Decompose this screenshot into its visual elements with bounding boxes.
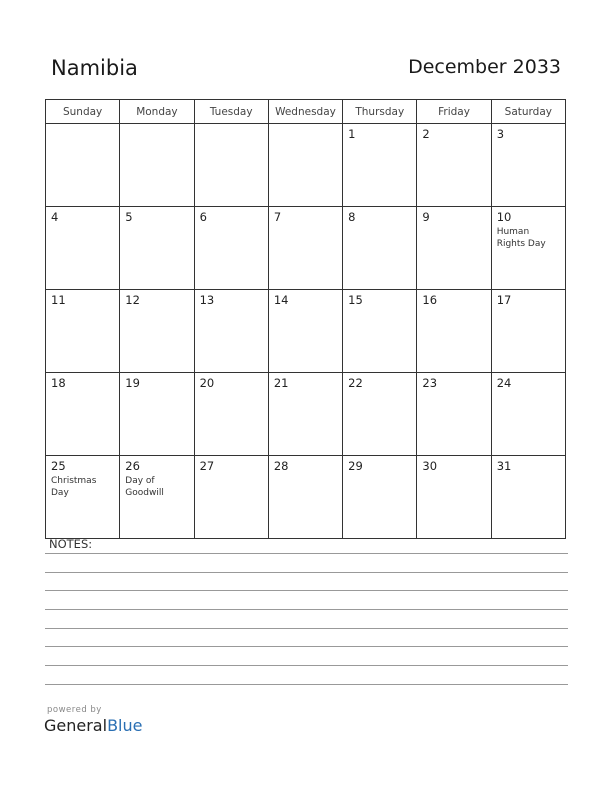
empty-day-cell [268, 124, 342, 207]
day-number: 16 [422, 293, 438, 307]
empty-day-cell [46, 124, 120, 207]
day-cell [417, 207, 491, 290]
day-cell [417, 290, 491, 373]
day-number: 14 [273, 293, 289, 307]
day-number: 13 [199, 293, 215, 307]
day-cell [343, 124, 417, 207]
day-cell [194, 207, 268, 290]
powered-by-text: powered by [47, 705, 102, 715]
day-cell [491, 207, 565, 290]
day-cell [268, 456, 342, 539]
day-number: 10 [496, 210, 512, 224]
weekday-tuesday: Tuesday [194, 100, 268, 124]
day-number: 19 [125, 376, 140, 390]
weekday-header-row [46, 100, 566, 124]
day-cell [268, 290, 342, 373]
day-number: 27 [199, 459, 215, 473]
holiday-label: Day of Goodwill [125, 476, 164, 498]
day-cell [268, 207, 342, 290]
weekday-saturday: Saturday [491, 100, 565, 124]
weekday-friday: Friday [417, 100, 491, 124]
day-number: 9 [422, 210, 430, 224]
note-line [45, 646, 568, 647]
day-cell [417, 456, 491, 539]
holiday-label: Human Rights Day [496, 227, 546, 249]
day-cell [343, 456, 417, 539]
day-cell [120, 373, 194, 456]
day-number: 6 [199, 210, 207, 224]
notes-label: NOTES: [49, 537, 93, 551]
calendar-grid [45, 99, 566, 539]
day-number: 12 [125, 293, 140, 307]
day-number: 11 [51, 293, 66, 307]
day-number: 2 [422, 127, 430, 141]
note-line [45, 628, 568, 629]
day-cell [46, 373, 120, 456]
day-number: 20 [199, 376, 215, 390]
day-number: 4 [51, 210, 59, 224]
day-cell [46, 207, 120, 290]
week-row [46, 373, 566, 456]
note-line [45, 665, 568, 666]
day-cell [343, 207, 417, 290]
day-cell [417, 373, 491, 456]
week-row [46, 124, 566, 207]
day-number: 25 [51, 459, 66, 473]
weekday-sunday: Sunday [46, 100, 120, 124]
day-number: 21 [273, 376, 289, 390]
day-cell [120, 207, 194, 290]
day-number: 7 [273, 210, 282, 224]
day-cell [194, 290, 268, 373]
brand-logo [44, 716, 142, 735]
day-number: 26 [125, 459, 140, 473]
note-line [45, 553, 568, 554]
brand-general: General [44, 716, 108, 735]
day-number: 5 [125, 210, 133, 224]
country-title: Namibia [51, 56, 138, 80]
holiday-label: Christmas Day [51, 476, 97, 498]
day-number: 29 [348, 459, 363, 473]
note-line [45, 684, 568, 685]
day-number: 3 [496, 127, 505, 141]
day-cell [417, 124, 491, 207]
day-cell [46, 456, 120, 539]
empty-day-cell [120, 124, 194, 207]
day-number: 28 [273, 459, 289, 473]
day-cell [491, 456, 565, 539]
day-cell [491, 124, 565, 207]
day-cell [491, 290, 565, 373]
week-row [46, 290, 566, 373]
brand-blue: Blue [107, 716, 143, 735]
month-year-title: December 2033 [408, 56, 561, 78]
week-row [46, 207, 566, 290]
empty-day-cell [194, 124, 268, 207]
day-cell [268, 373, 342, 456]
day-number: 17 [496, 293, 512, 307]
day-number: 22 [348, 376, 363, 390]
day-number: 18 [51, 376, 66, 390]
day-number: 8 [348, 210, 356, 224]
calendar-body [46, 124, 566, 539]
day-number: 23 [422, 376, 438, 390]
day-cell [194, 456, 268, 539]
week-row [46, 456, 566, 539]
day-cell [343, 373, 417, 456]
day-cell [343, 290, 417, 373]
weekday-wednesday: Wednesday [268, 100, 342, 124]
weekday-monday: Monday [120, 100, 194, 124]
day-number: 1 [348, 127, 356, 141]
day-number: 30 [422, 459, 438, 473]
note-line [45, 572, 568, 573]
weekday-thursday: Thursday [343, 100, 417, 124]
day-number: 24 [496, 376, 512, 390]
day-number: 31 [496, 459, 512, 473]
day-number: 15 [348, 293, 363, 307]
day-cell [194, 373, 268, 456]
day-cell [120, 290, 194, 373]
note-line [45, 609, 568, 610]
day-cell [491, 373, 565, 456]
day-cell [120, 456, 194, 539]
note-line [45, 590, 568, 591]
day-cell [46, 290, 120, 373]
